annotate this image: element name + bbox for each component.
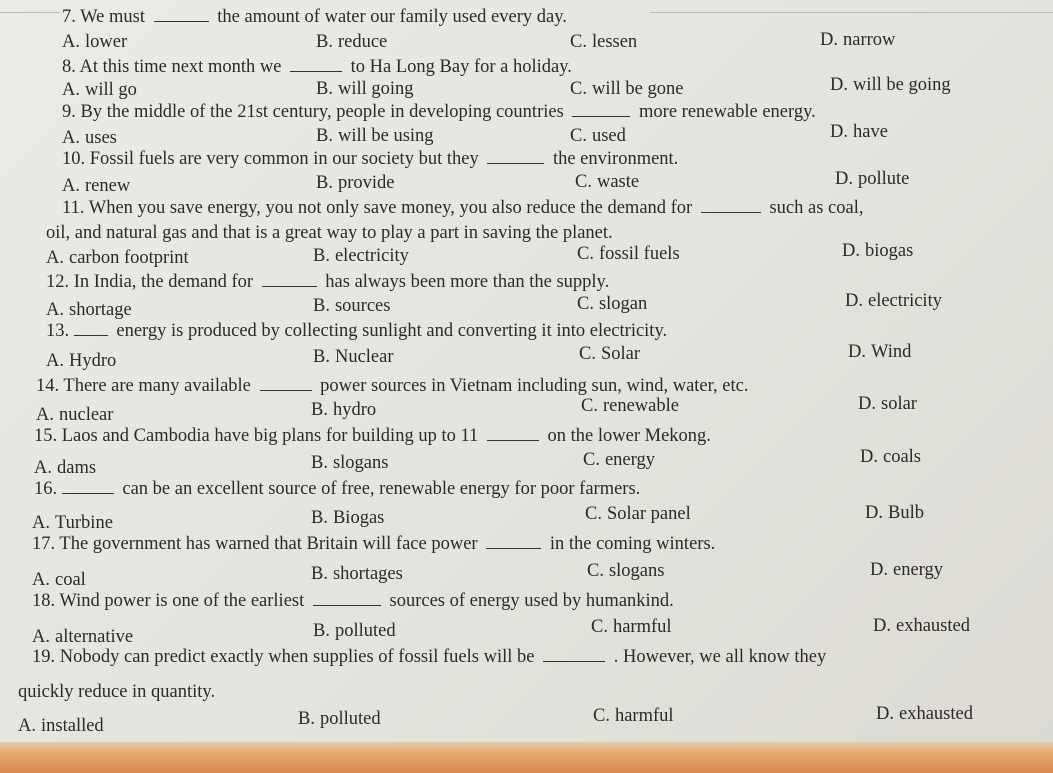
option-letter: B. <box>311 400 328 420</box>
question-8 <box>62 56 572 78</box>
option-text: provide <box>337 173 395 193</box>
option-12b[interactable] <box>313 295 390 317</box>
answer-blank[interactable] <box>262 272 317 287</box>
question-number: 19. <box>32 647 56 667</box>
option-letter: C. <box>591 617 608 637</box>
option-11c[interactable] <box>577 243 680 265</box>
option-text: renewable <box>602 396 679 416</box>
question-19 <box>32 646 826 668</box>
option-text: harmful <box>612 617 672 637</box>
option-letter: A. <box>62 176 80 196</box>
question-text-after: energy is produced by collecting sunlight and converting it into electricity. <box>116 321 668 341</box>
option-9d[interactable] <box>830 121 888 143</box>
option-10b[interactable] <box>316 172 394 194</box>
question-text-after: to Ha Long Bay for a holiday. <box>350 57 572 77</box>
option-13c[interactable] <box>579 343 640 365</box>
question-19-continuation <box>18 681 215 703</box>
option-16d[interactable] <box>865 502 924 524</box>
option-19c[interactable] <box>593 705 674 727</box>
option-text: biogas <box>865 241 914 261</box>
option-text: slogan <box>598 294 648 314</box>
option-letter: B. <box>298 709 315 729</box>
question-text-after: can be an excellent source of free, renewable energy for poor farmers. <box>122 479 641 499</box>
option-9c[interactable] <box>570 125 626 147</box>
option-12d[interactable] <box>845 290 942 312</box>
answer-blank[interactable] <box>487 426 539 441</box>
option-letter: A. <box>34 458 52 478</box>
option-letter: A. <box>46 248 64 268</box>
question-text-after: power sources in Vietnam including sun, wind, water, etc. <box>320 376 749 396</box>
question-9 <box>62 101 816 123</box>
option-text: will be gone <box>591 79 684 99</box>
option-13a[interactable] <box>46 350 116 372</box>
question-text-after: has always been more than the supply. <box>325 272 610 292</box>
option-13d[interactable] <box>848 341 911 363</box>
question-18 <box>32 590 674 612</box>
option-15c[interactable] <box>583 449 655 471</box>
option-text: renew <box>85 176 131 196</box>
option-letter: A. <box>62 128 80 148</box>
option-15a[interactable] <box>34 457 96 479</box>
option-letter: A. <box>62 32 80 52</box>
question-text-before: Fossil fuels are very common in our society but they <box>89 149 479 169</box>
option-text: shortage <box>69 300 132 320</box>
header-rule-right <box>650 12 1053 13</box>
option-11a[interactable] <box>46 247 189 269</box>
option-7d[interactable] <box>820 29 895 51</box>
question-text-before: By the middle of the 21st century, people in developing countries <box>80 102 564 122</box>
option-text: energy <box>893 560 943 580</box>
question-text-before: When you save energy, you not only save money, you also reduce the demand for <box>88 198 693 218</box>
option-letter: B. <box>311 564 328 584</box>
option-letter: B. <box>313 246 330 266</box>
question-number: 8. <box>62 57 76 77</box>
option-letter: A. <box>18 716 36 736</box>
option-text: reduce <box>337 32 388 52</box>
option-12c[interactable] <box>577 293 647 315</box>
option-16b[interactable] <box>311 507 384 529</box>
option-text: slogans <box>332 453 389 473</box>
option-18b[interactable] <box>313 620 396 642</box>
question-10 <box>62 148 678 170</box>
option-11b[interactable] <box>313 245 409 267</box>
header-rule-left <box>0 12 60 13</box>
option-18a[interactable] <box>32 626 133 648</box>
option-14b[interactable] <box>311 399 376 421</box>
option-text: have <box>853 122 888 142</box>
option-8b[interactable] <box>316 78 414 100</box>
answer-blank[interactable] <box>543 647 605 662</box>
option-letter: D. <box>848 342 866 362</box>
option-text: polluted <box>334 621 396 641</box>
option-letter: C. <box>587 561 604 581</box>
question-text-before: The government has warned that Britain will face power <box>59 534 478 554</box>
option-14d[interactable] <box>858 393 917 415</box>
option-text: will going <box>337 79 414 99</box>
option-letter: A. <box>46 351 64 371</box>
question-text-continued: oil, and natural gas and that is a great way to play a part in saving the planet. <box>46 223 613 243</box>
option-19b[interactable] <box>298 708 381 730</box>
option-text: coals <box>883 447 922 467</box>
option-letter: C. <box>585 504 602 524</box>
answer-blank[interactable] <box>701 198 761 213</box>
option-text: lower <box>85 32 128 52</box>
option-text: Solar <box>600 344 641 364</box>
option-11d[interactable] <box>842 240 913 262</box>
option-7a[interactable] <box>62 31 127 53</box>
option-17c[interactable] <box>587 560 664 582</box>
option-letter: A. <box>32 513 50 533</box>
answer-blank[interactable] <box>487 149 544 164</box>
option-16c[interactable] <box>585 503 691 525</box>
option-text: exhausted <box>899 704 973 724</box>
option-7c[interactable] <box>570 31 637 53</box>
question-number: 18. <box>32 591 56 611</box>
option-18d[interactable] <box>873 615 970 637</box>
option-letter: B. <box>316 126 333 146</box>
option-8a[interactable] <box>62 79 137 101</box>
question-text-after: the environment. <box>552 149 679 169</box>
question-number: 12. <box>46 272 70 292</box>
option-letter: B. <box>311 508 328 528</box>
question-text-before: We must <box>80 7 145 27</box>
option-letter: D. <box>820 30 838 50</box>
answer-blank[interactable] <box>154 7 209 22</box>
question-text-before: In India, the demand for <box>73 272 254 292</box>
question-14 <box>36 375 749 397</box>
question-text-before: Nobody can predict exactly when supplies of fossil fuels will be <box>59 647 535 667</box>
option-letter: A. <box>46 300 64 320</box>
option-letter: A. <box>36 405 54 425</box>
question-number: 11. <box>62 198 85 218</box>
answer-blank[interactable] <box>62 479 114 494</box>
option-8c[interactable] <box>570 78 683 100</box>
option-letter: D. <box>830 75 848 95</box>
option-text: installed <box>41 716 104 736</box>
option-15b[interactable] <box>311 452 388 474</box>
option-letter: D. <box>858 394 876 414</box>
option-12a[interactable] <box>46 299 132 321</box>
question-text-after: in the coming winters. <box>549 534 716 554</box>
answer-blank[interactable] <box>572 102 630 117</box>
option-19a[interactable] <box>18 715 104 737</box>
option-9b[interactable] <box>316 125 434 147</box>
question-number: 14. <box>36 376 60 396</box>
option-letter: C. <box>579 344 596 364</box>
question-text-after: such as coal, <box>769 198 864 218</box>
question-number: 7. <box>62 7 76 27</box>
question-text-after: on the lower Mekong. <box>547 426 711 446</box>
option-text: alternative <box>55 627 134 647</box>
option-text: uses <box>85 128 117 148</box>
question-number: 9. <box>62 102 76 122</box>
option-letter: A. <box>32 627 50 647</box>
option-text: coal <box>55 570 86 590</box>
option-letter: D. <box>873 616 891 636</box>
option-text: fossil fuels <box>598 244 680 264</box>
option-10d[interactable] <box>835 168 909 190</box>
option-letter: C. <box>570 126 587 146</box>
option-letter: C. <box>570 32 587 52</box>
question-11-continuation <box>46 222 613 244</box>
option-letter: B. <box>316 173 333 193</box>
option-text: will be using <box>337 126 434 146</box>
question-12 <box>46 271 609 293</box>
option-text: dams <box>57 458 97 478</box>
option-letter: D. <box>845 291 863 311</box>
option-letter: B. <box>313 347 330 367</box>
question-text-before: There are many available <box>63 376 251 396</box>
option-text: Hydro <box>69 351 117 371</box>
option-letter: C. <box>577 244 594 264</box>
answer-blank[interactable] <box>290 57 342 72</box>
option-text: Biogas <box>332 508 385 528</box>
question-number: 17. <box>32 534 56 554</box>
option-text: solar <box>881 394 917 414</box>
option-text: narrow <box>843 30 896 50</box>
option-17b[interactable] <box>311 563 403 585</box>
option-text: sources <box>334 296 391 316</box>
option-letter: B. <box>311 453 328 473</box>
option-letter: B. <box>313 621 330 641</box>
option-18c[interactable] <box>591 616 672 638</box>
option-text: polluted <box>319 709 381 729</box>
option-letter: D. <box>860 447 878 467</box>
option-text: hydro <box>332 400 377 420</box>
option-text: Wind <box>871 342 912 362</box>
question-text-before: At this time next month we <box>79 57 282 77</box>
option-17a[interactable] <box>32 569 86 591</box>
option-letter: A. <box>62 80 80 100</box>
option-letter: A. <box>32 570 50 590</box>
option-text: carbon footprint <box>69 248 189 268</box>
question-text-continued: quickly reduce in quantity. <box>18 682 216 702</box>
question-number: 13. <box>46 321 70 341</box>
option-letter: C. <box>593 706 610 726</box>
option-14c[interactable] <box>581 395 679 417</box>
option-letter: C. <box>575 172 592 192</box>
option-letter: C. <box>581 396 598 416</box>
option-15d[interactable] <box>860 446 921 468</box>
option-19d[interactable] <box>876 703 973 725</box>
option-10a[interactable] <box>62 175 130 197</box>
option-text: lessen <box>591 32 638 52</box>
table-edge-strip <box>0 742 1053 773</box>
option-text: Nuclear <box>334 347 394 367</box>
option-letter: D. <box>842 241 860 261</box>
option-17d[interactable] <box>870 559 943 581</box>
answer-blank[interactable] <box>486 534 541 549</box>
question-7 <box>62 6 567 28</box>
option-text: energy <box>604 450 655 470</box>
option-text: harmful <box>614 706 674 726</box>
option-text: Solar panel <box>606 504 691 524</box>
question-text-before: Wind power is one of the earliest <box>59 591 305 611</box>
question-number: 10. <box>62 149 86 169</box>
option-letter: C. <box>570 79 587 99</box>
question-text-after: the amount of water our family used every day. <box>217 7 567 27</box>
question-13 <box>46 320 667 342</box>
option-text: shortages <box>332 564 403 584</box>
answer-blank[interactable] <box>74 321 108 336</box>
question-text-after: . However, we all know they <box>613 647 827 667</box>
option-letter: D. <box>830 122 848 142</box>
option-14a[interactable] <box>36 404 113 426</box>
question-15 <box>34 425 711 447</box>
question-16 <box>34 478 640 500</box>
question-11 <box>62 197 864 219</box>
option-text: waste <box>596 172 640 192</box>
option-10c[interactable] <box>575 171 639 193</box>
option-text: will go <box>85 80 137 100</box>
answer-blank[interactable] <box>313 591 381 606</box>
option-letter: D. <box>835 169 853 189</box>
option-text: pollute <box>858 169 910 189</box>
option-text: electricity <box>334 246 409 266</box>
question-17 <box>32 533 715 555</box>
answer-blank[interactable] <box>260 376 312 391</box>
option-9a[interactable] <box>62 127 117 149</box>
option-text: will be going <box>853 75 951 95</box>
option-letter: D. <box>876 704 894 724</box>
question-number: 16. <box>34 479 58 499</box>
option-letter: D. <box>870 560 888 580</box>
option-16a[interactable] <box>32 512 113 534</box>
option-letter: C. <box>583 450 600 470</box>
option-8d[interactable] <box>830 74 951 96</box>
option-text: Bulb <box>888 503 924 523</box>
option-13b[interactable] <box>313 346 394 368</box>
option-letter: D. <box>865 503 883 523</box>
option-text: exhausted <box>896 616 970 636</box>
question-text-after: sources of energy used by humankind. <box>389 591 674 611</box>
question-text-before: Laos and Cambodia have big plans for building up to 11 <box>61 426 479 446</box>
option-text: electricity <box>868 291 942 311</box>
option-letter: B. <box>313 296 330 316</box>
option-text: nuclear <box>59 405 114 425</box>
option-letter: B. <box>316 32 333 52</box>
question-number: 15. <box>34 426 58 446</box>
option-7b[interactable] <box>316 31 387 53</box>
option-text: slogans <box>608 561 665 581</box>
option-letter: C. <box>577 294 594 314</box>
option-text: used <box>591 126 626 146</box>
question-text-after: more renewable energy. <box>639 102 816 122</box>
option-letter: B. <box>316 79 333 99</box>
option-text: Turbine <box>55 513 113 533</box>
